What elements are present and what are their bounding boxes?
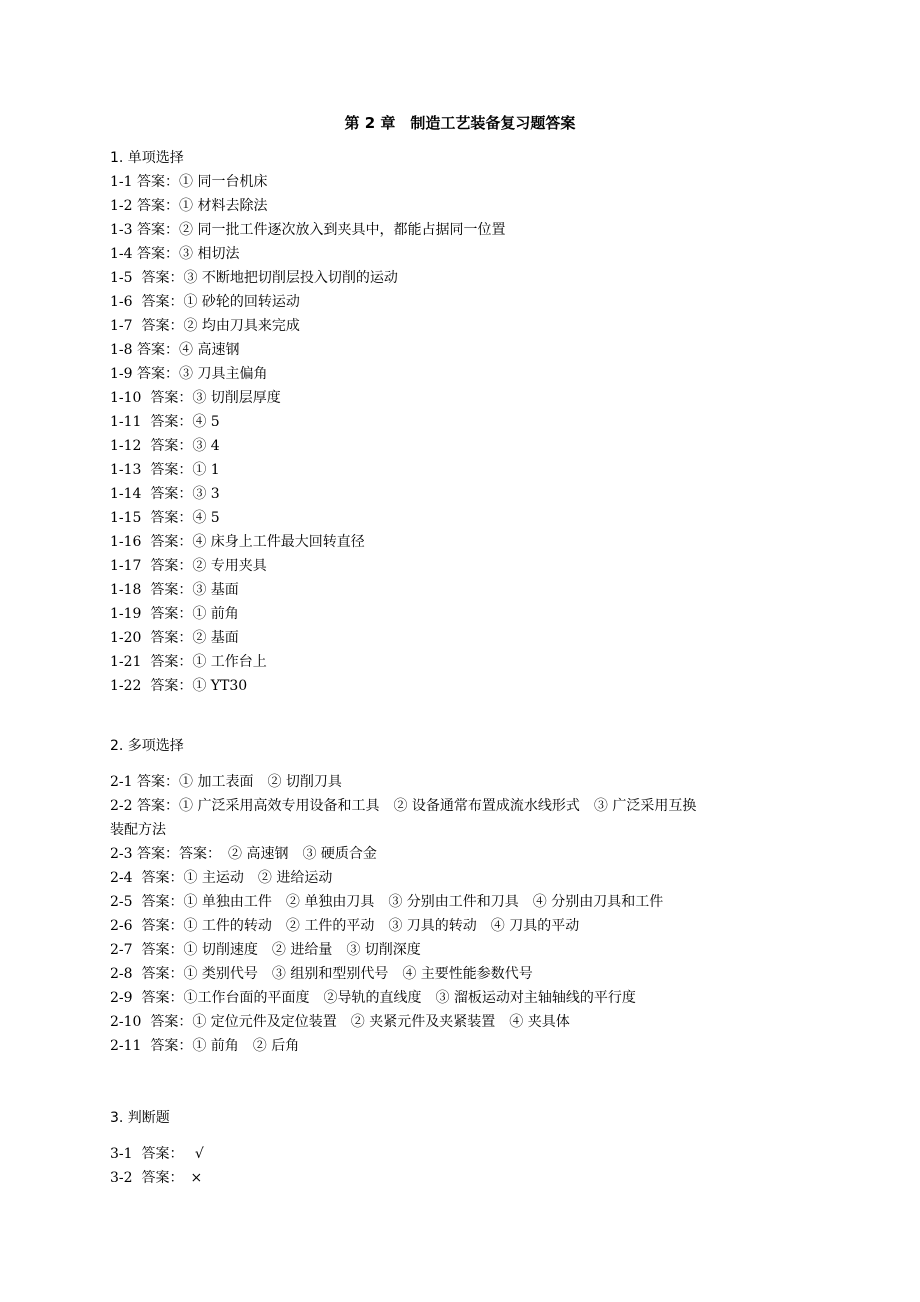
answer-line: 1-5 答案：③ 不断地把切削层投入切削的运动 (110, 270, 398, 286)
answer-line: 1-4 答案：③ 相切法 (110, 246, 240, 262)
answer-line: 1-11 答案：④ 5 (110, 414, 220, 430)
answer-line: 2-6 答案：① 工件的转动 ② 工件的平动 ③ 刀具的转动 ④ 刀具的平动 (110, 918, 580, 934)
answer-line: 1-7 答案：② 均由刀具来完成 (110, 318, 300, 334)
answer-line: 1-15 答案：④ 5 (110, 510, 220, 526)
answer-line: 1-13 答案：① 1 (110, 462, 220, 478)
answer-line: 3-2 答案： × (110, 1170, 203, 1186)
section3-heading: 3. 判断题 (110, 1110, 170, 1126)
answer-line: 1-8 答案：④ 高速钢 (110, 342, 240, 358)
answer-line: 1-1 答案：① 同一台机床 (110, 174, 268, 190)
answer-line: 1-14 答案：③ 3 (110, 486, 220, 502)
answer-line: 2-9 答案：①工作台面的平面度 ②导轨的直线度 ③ 溜板运动对主轴轴线的平行度 (110, 990, 636, 1006)
section2-heading: 2. 多项选择 (110, 738, 184, 754)
answer-line: 2-7 答案：① 切削速度 ② 进给量 ③ 切削深度 (110, 942, 421, 958)
answer-line: 1-21 答案：① 工作台上 (110, 654, 267, 670)
answer-line: 2-2 答案：① 广泛采用高效专用设备和工具 ② 设备通常布置成流水线形式 ③ 广泛采用互换 (110, 798, 697, 814)
answer-line: 2-11 答案：① 前角 ② 后角 (110, 1038, 300, 1054)
answer-line: 1-19 答案：① 前角 (110, 606, 239, 622)
page-title: 第 2 章 制造工艺装备复习题答案 (344, 114, 576, 132)
answer-line: 装配方法 (110, 822, 166, 838)
answer-line: 2-4 答案：① 主运动 ② 进给运动 (110, 870, 333, 886)
answer-line: 1-16 答案：④ 床身上工件最大回转直径 (110, 534, 365, 550)
answer-line: 2-10 答案：① 定位元件及定位装置 ② 夹紧元件及夹紧装置 ④ 夹具体 (110, 1014, 570, 1030)
answer-line: 2-5 答案：① 单独由工件 ② 单独由刀具 ③ 分别由工件和刀具 ④ 分别由刀具和工件 (110, 894, 664, 910)
answer-line: 1-2 答案：① 材料去除法 (110, 198, 268, 214)
answer-line: 2-8 答案：① 类别代号 ③ 组别和型别代号 ④ 主要性能参数代号 (110, 966, 533, 982)
answer-line: 2-3 答案：答案： ② 高速钢 ③ 硬质合金 (110, 846, 377, 862)
answer-line: 1-9 答案：③ 刀具主偏角 (110, 366, 268, 382)
answer-line: 1-18 答案：③ 基面 (110, 582, 239, 598)
answer-line: 1-22 答案：① YT30 (110, 678, 248, 694)
answer-line: 3-1 答案： √ (110, 1146, 204, 1162)
answer-line: 1-10 答案：③ 切削层厚度 (110, 390, 281, 406)
answer-line: 1-3 答案：② 同一批工件逐次放入到夹具中，都能占据同一位置 (110, 222, 506, 238)
answer-line: 1-6 答案：① 砂轮的回转运动 (110, 294, 300, 310)
answer-line: 2-1 答案：① 加工表面 ② 切削刀具 (110, 774, 342, 790)
answer-line: 1-12 答案：③ 4 (110, 438, 220, 454)
answer-line: 1-20 答案：② 基面 (110, 630, 239, 646)
answer-line: 1-17 答案：② 专用夹具 (110, 558, 267, 574)
section1-heading: 1. 单项选择 (110, 150, 184, 166)
